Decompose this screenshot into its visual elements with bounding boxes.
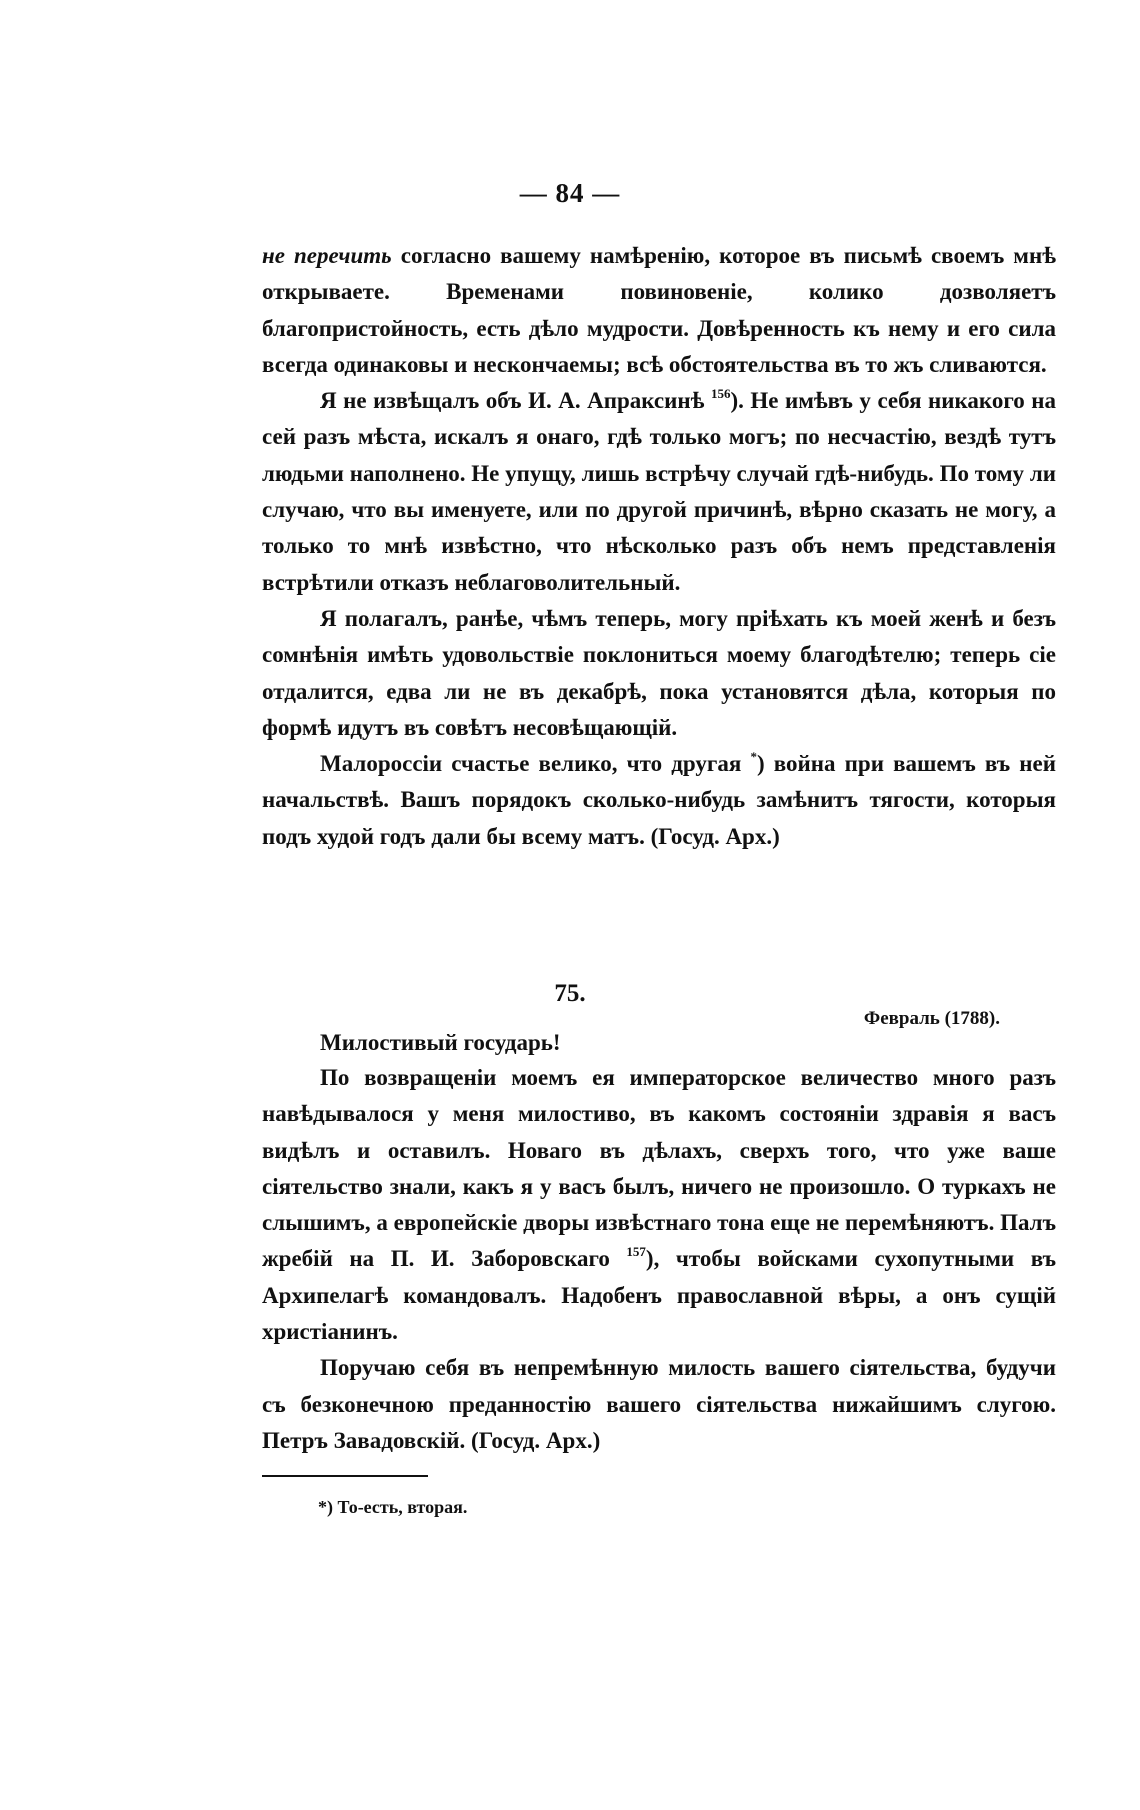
paragraph (262, 601, 1056, 746)
italic-phrase: не перечить (262, 243, 392, 268)
footnote-text: ) То-есть, вторая. (327, 1497, 468, 1517)
footnote-divider (262, 1475, 428, 1477)
salutation: Милостивый государь! (320, 1030, 561, 1055)
footnote-marker: * (318, 1497, 327, 1517)
continued-letter-text (262, 238, 1056, 855)
paragraph (262, 1060, 1056, 1350)
footnote-reference: 156 (710, 386, 731, 402)
paragraph-text: согласно вашему намѣренію, которое въ письмѣ своемъ мнѣ открываете. Временами повиновеніе, колико дозволяетъ благопристойность, есть дѣло мудрости. Довѣренность къ нему и его сила всегда одинаковы и нескончаемы; всѣ обстоятельства въ то жъ сливаются. (262, 243, 1056, 377)
paragraph-text: Поручаю себя въ непремѣнную милость вашего сіятельства, будучи съ безконечною преданностію вашего сіятельства нижайшимъ слугою. Петръ Завадовскій. (Госуд. Арх.) (262, 1355, 1056, 1453)
paragraph-text: По возвращеніи моемъ ея императорское величество много разъ навѣдывалося у меня милостиво, въ какомъ состояніи здравія я васъ видѣлъ и оставилъ. Новаго въ дѣлахъ, сверхъ того, что уже ваше сіятельство знали, какъ я у васъ былъ, ничего не произошло. О туркахъ не слышимъ, а европейскіе дворы извѣстнаго тона еще не перемѣняютъ. Палъ жребій на П. И. Заборовскаго (262, 1065, 1056, 1272)
paragraph (262, 746, 1056, 855)
paragraph-text: ). Не имѣвъ у себя никакого на сей разъ мѣста, искалъ я онаго, гдѣ только могъ; по несчастію, вездѣ тутъ людьми наполнено. Не упущу, лишь встрѣчу случай гдѣ-нибудь. По тому ли случаю, что вы именуете, или по другой причинѣ, вѣрно сказать не могу, а только то мнѣ извѣстно, что нѣсколько разъ объ немъ представленія встрѣтили отказъ неблаговолительный. (262, 388, 1056, 595)
footnote (318, 1497, 467, 1518)
paragraph (262, 383, 1056, 601)
paragraph-text: ) война при вашемъ въ ней начальствѣ. Вашъ порядокъ сколько-нибудь замѣнитъ тягости, которыя подъ худой годъ дали бы всему матъ. (Госуд. Арх.) (262, 751, 1056, 849)
page-number: — 84 — (519, 178, 621, 208)
footnote-reference: * (750, 749, 757, 765)
footnote-reference: 157 (626, 1244, 646, 1260)
paragraph-text: Малороссіи счастье велико, что другая (320, 751, 751, 777)
paragraph (262, 1350, 1056, 1459)
paragraph-text: Я не извѣщалъ объ И. А. Апраксинѣ (320, 388, 711, 414)
letter-text (262, 1024, 1056, 1459)
letter-date: Февраль (1788). (863, 1008, 1000, 1029)
continuation-paragraph (262, 238, 1056, 383)
paragraph-text: ), чтобы войсками сухопутными въ Архипелагѣ командовалъ. Надобенъ православной вѣры, а онъ сущій христіанинъ. (262, 1246, 1056, 1345)
paragraph-text: Я полагалъ, ранѣе, чѣмъ теперь, могу пріѣхать къ моей женѣ и безъ сомнѣнія имѣть удовольствіе поклониться моему благодѣтелю; теперь сіе отдалится, едва ли не въ декабрѣ, пока установятся дѣла, которыя по формѣ идутъ въ совѣтъ несовѣщающій. (262, 605, 1056, 740)
letter-number: 75. (554, 980, 586, 1007)
